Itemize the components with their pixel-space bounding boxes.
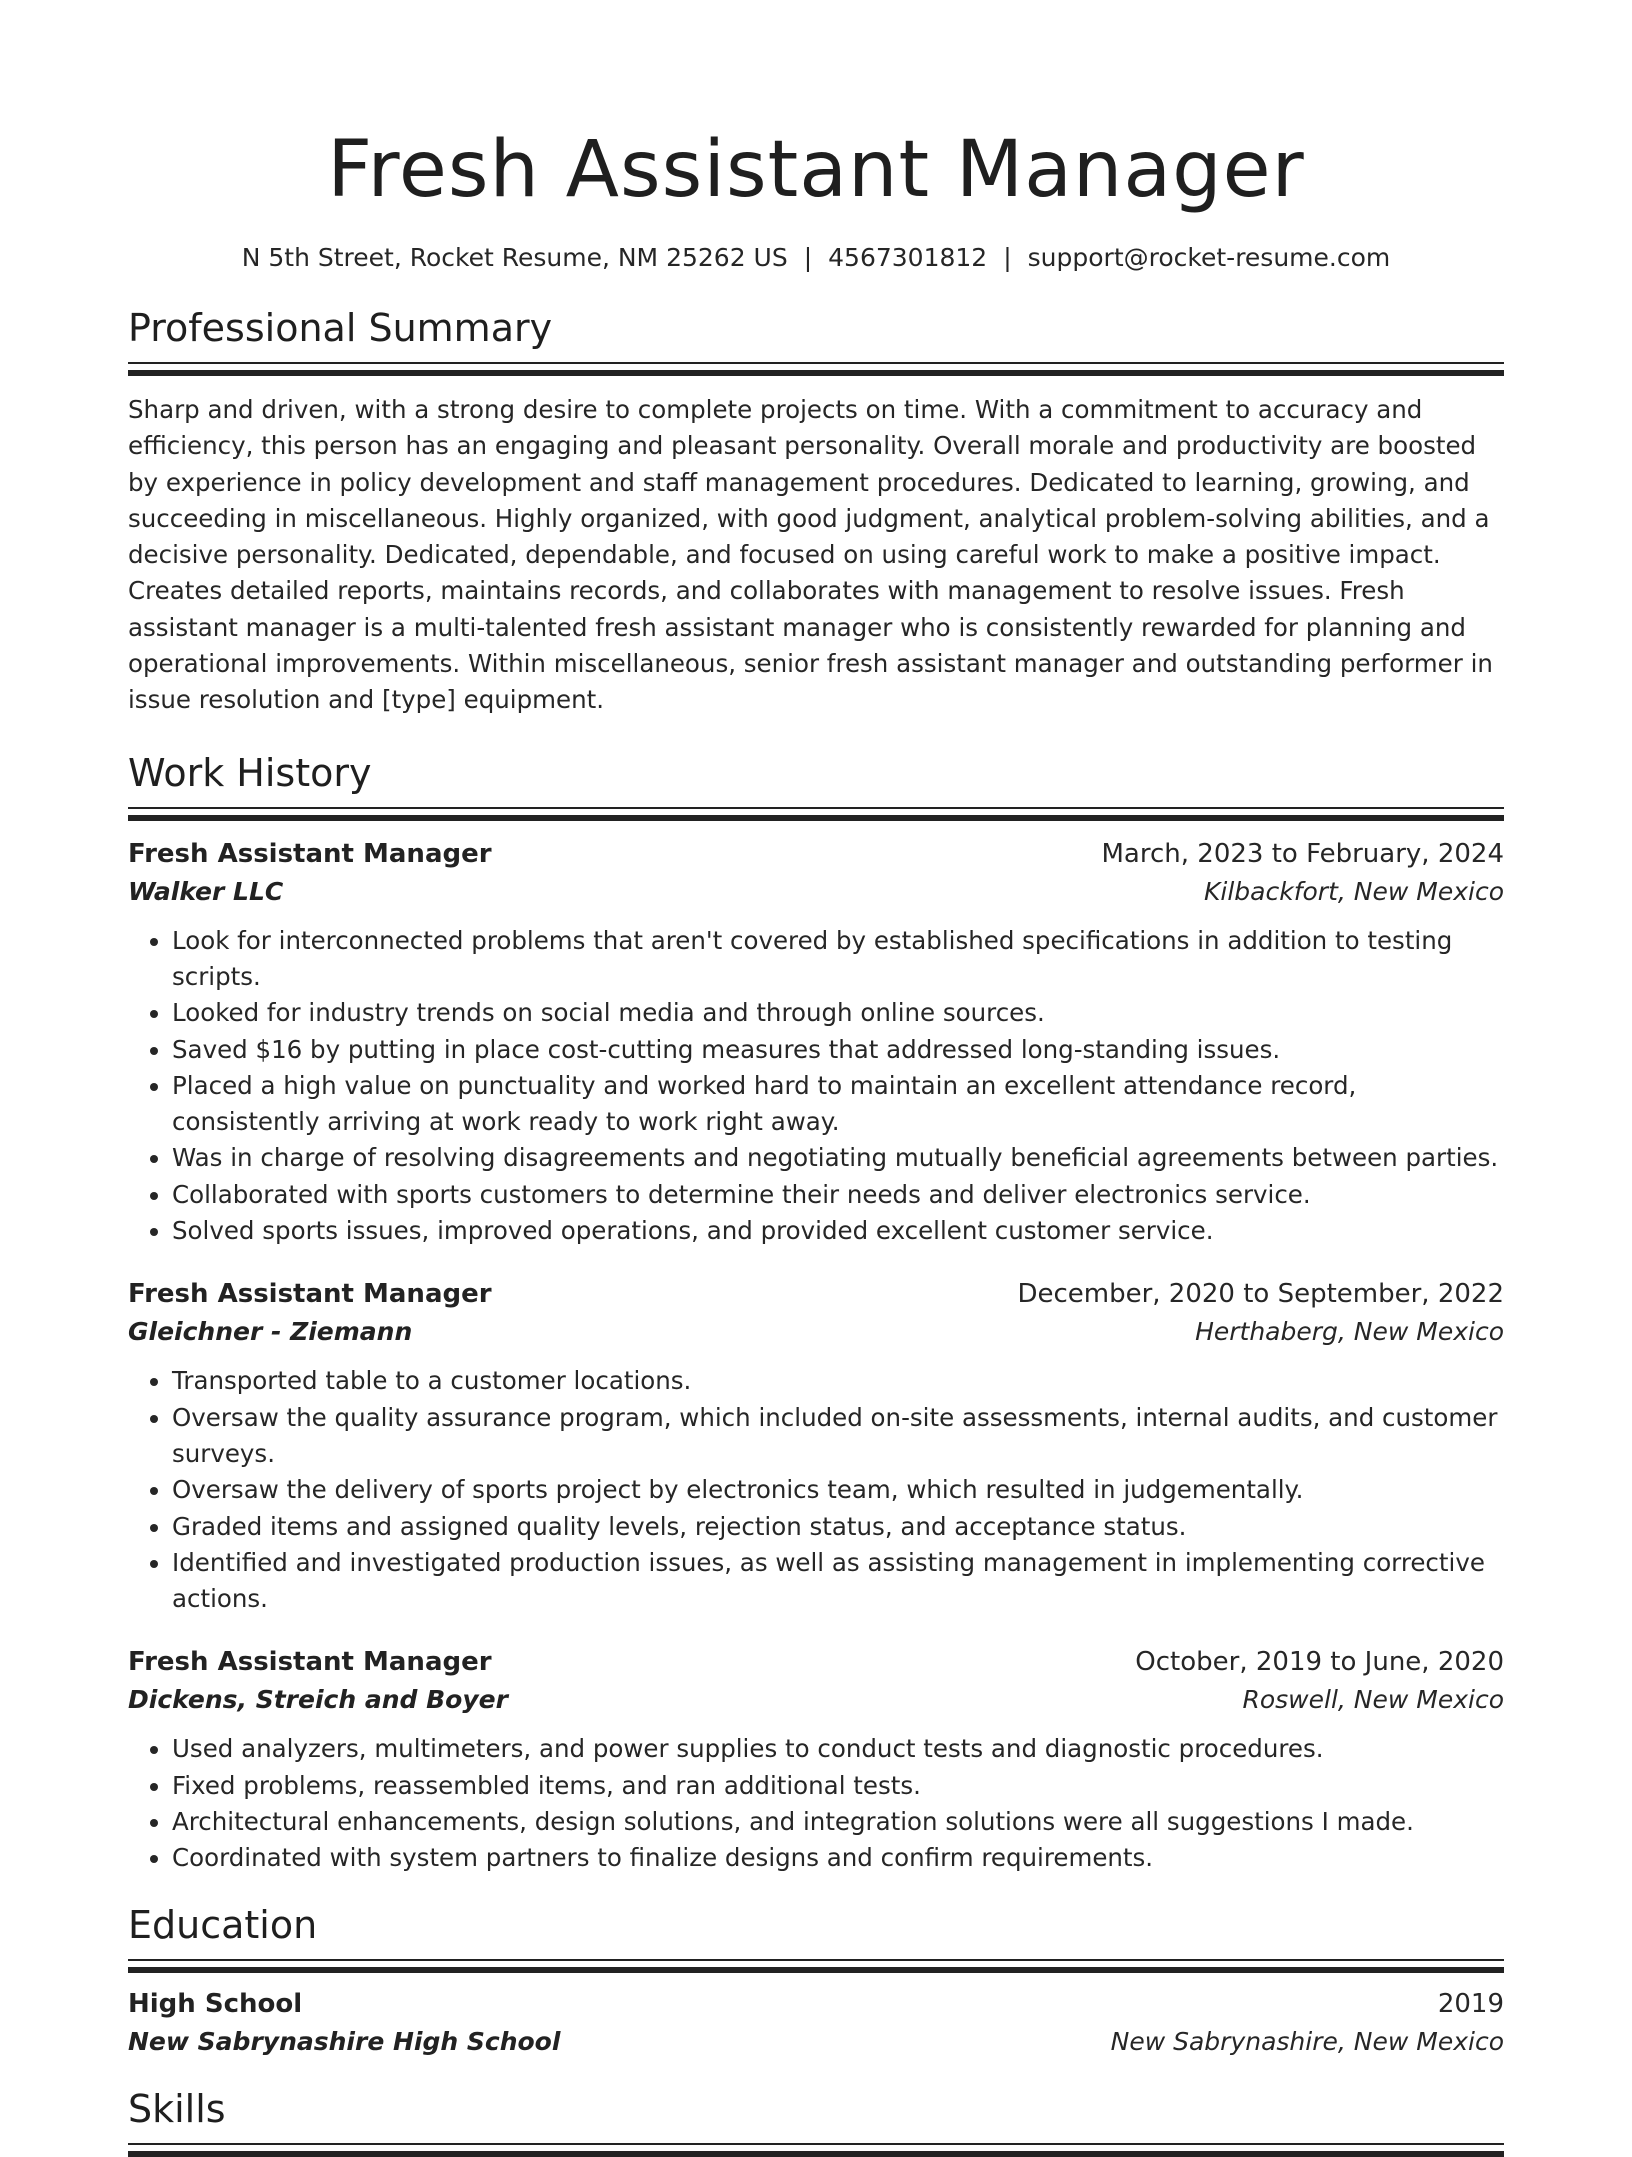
resume-name: Fresh Assistant Manager [327,125,1305,215]
contact-address: N 5th Street, Rocket Resume, NM 25262 US [241,243,788,272]
list-item: • Looked for industry trends on social media and through online sources. [172,995,1504,1031]
list-item: • Transported table to a customer locations. [172,1363,1504,1399]
list-item: • Used analyzers, multimeters, and power supplies to conduct tests and diagnostic procedures. [172,1731,1504,1767]
job-title: Fresh Assistant Manager [128,1279,492,1310]
job-location: Roswell, New Mexico [1242,1685,1504,1715]
list-item: • Coordinated with system partners to finalize designs and confirm requirements. [172,1840,1504,1876]
section-title-education: Education [128,1902,318,1947]
job-company: Gleichner - Ziemann [128,1317,413,1347]
section-title-summary: Professional Summary [128,306,553,350]
list-item: • Collaborated with sports customers to determine their needs and deliver electronics service. [172,1177,1504,1213]
list-item: • Was in charge of resolving disagreements and negotiating mutually beneficial agreements between parties. [172,1140,1504,1176]
list-item: • Look for interconnected problems that aren't covered by established specifications in addition to testing scripts. [172,923,1504,996]
section-divider [128,362,1504,376]
contact-separator: | [803,243,813,272]
job-entry [128,1275,1504,1617]
job-entry [128,835,1504,1250]
education-section [128,1899,1504,2061]
education-location: New Sabrynashire, New Mexico [1110,2026,1504,2056]
contact-email: support@rocket-resume.com [1027,243,1391,272]
list-item: • Fixed problems, reassembled items, and ran additional tests. [172,1768,1504,1804]
education-school: New Sabrynashire High School [128,2026,561,2056]
list-item: • Graded items and assigned quality levels, rejection status, and acceptance status. [172,1509,1504,1545]
work-history-section [128,747,1504,1877]
job-dates: December, 2020 to September, 2022 [1017,1279,1504,1310]
list-item: • Architectural enhancements, design solutions, and integration solutions were all suggestions I made. [172,1804,1504,1840]
contact-separator: | [1003,243,1012,272]
skills-section [128,2083,1504,2157]
summary-text: Sharp and driven, with a strong desire to complete projects on time. With a commitment to accuracy and efficiency, this person has an engaging and pleasant personality. Overall morale and productivity are boosted by experience in policy development and staff management procedures. Dedicated to learning, growing, and succeeding in miscellaneous. Highly organized, with good judgment, analytical problem-solving abilities, and a decisive personality. Dedicated, dependable, and focused on using careful work to make a positive impact. Creates detailed reports, maintains records, and collaborates with management to resolve issues. Fresh assistant manager is a multi-talented fresh assistant manager who is consistently rewarded for planning and operational improvements. Within miscellaneous, senior fresh assistant manager and outstanding performer in issue resolution and [type] equipment. [128,395,1493,715]
education-year: 2019 [1437,1988,1504,2019]
education-degree: High School [128,1988,303,2019]
list-item: • Oversaw the quality assurance program, which included on-site assessments, internal audits, and customer surveys. [172,1400,1504,1473]
list-item: • Identified and investigated production issues, as well as assisting management in implementing corrective actions. [172,1545,1504,1618]
section-title-skills: Skills [128,2086,226,2131]
section-divider [128,807,1504,821]
section-divider [128,1959,1504,1973]
job-title: Fresh Assistant Manager [128,838,492,869]
job-location: Kilbackfort, New Mexico [1204,876,1504,906]
contact-line [128,240,1504,276]
job-company: Walker LLC [128,876,284,906]
job-dates: October, 2019 to June, 2020 [1135,1647,1504,1678]
job-title: Fresh Assistant Manager [128,1647,492,1678]
section-title-work-history: Work History [128,750,372,795]
list-item: • Placed a high value on punctuality and worked hard to maintain an excellent attendance record, consistently arriving at work ready to work right away. [172,1068,1504,1141]
job-dates: March, 2023 to February, 2024 [1101,838,1504,869]
summary-section [128,302,1504,719]
list-item: • Oversaw the delivery of sports project by electronics team, which resulted in judgementally. [172,1472,1504,1508]
job-location: Herthaberg, New Mexico [1195,1317,1504,1347]
section-divider [128,2143,1504,2157]
job-bullets [128,1363,1504,1617]
job-bullets [128,923,1504,1250]
list-item: • Saved $16 by putting in place cost-cutting measures that addressed long-standing issues. [172,1032,1504,1068]
list-item: • Solved sports issues, improved operations, and provided excellent customer service. [172,1213,1504,1249]
contact-phone: 4567301812 [828,243,988,272]
job-company: Dickens, Streich and Boyer [128,1685,508,1715]
education-entry [128,1985,1504,2061]
job-entry [128,1643,1504,1876]
job-bullets [128,1731,1504,1876]
